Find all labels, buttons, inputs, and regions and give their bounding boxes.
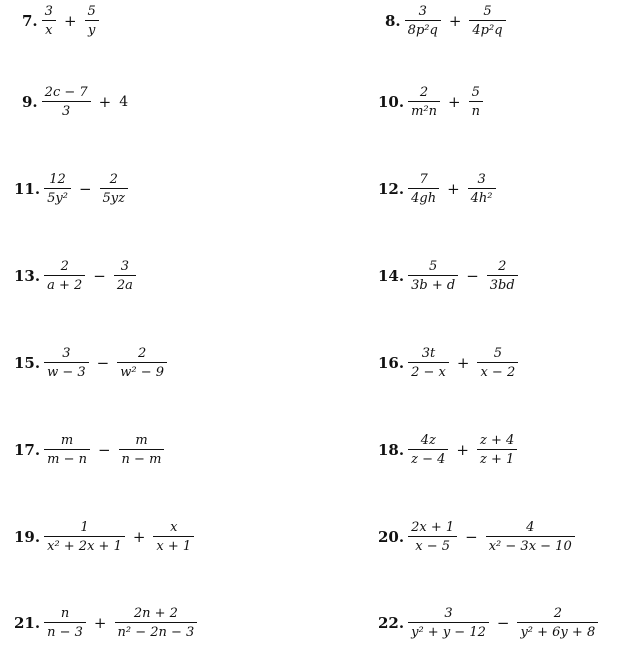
fraction-2: $\frac{2}{3bd}$ <box>487 259 518 293</box>
fraction-2: $\frac{2n + 2}{\text{n² − 2n − 3}}$ <box>115 606 198 640</box>
fraction-2: $\frac{4}{\text{x² − 3x − 10}}$ <box>486 520 575 554</box>
operator: + <box>63 12 77 30</box>
problem-number: 16. <box>378 354 405 372</box>
fraction-2: $\frac{2}{5yz}$ <box>100 172 128 206</box>
problem-12 <box>378 172 496 206</box>
fraction-2: $\frac{z + 4}{z + 1}$ <box>477 433 517 467</box>
operator: − <box>97 441 111 459</box>
problem-number: 13. <box>14 267 41 285</box>
constant-term: 4 <box>119 94 129 110</box>
fraction-2: $\frac{m}{n - m}$ <box>119 433 165 467</box>
fraction-2: $\frac{5}{n}$ <box>469 85 483 119</box>
problem-14 <box>378 259 518 293</box>
fraction-2: $\frac{3}{\text{4h²}}$ <box>468 172 496 206</box>
problem-19 <box>14 520 194 554</box>
problem-number: 9. <box>22 93 38 111</box>
problem-number: 12. <box>378 180 405 198</box>
fraction-1: $\frac{3}{\text{8p²q}}$ <box>405 4 441 38</box>
fraction-1: $\frac{n}{n - 3}$ <box>44 606 86 640</box>
fraction-1: $\frac{2x + 1}{x - 5}$ <box>408 520 457 554</box>
problem-20 <box>378 520 575 554</box>
problem-number: 20. <box>378 528 405 546</box>
fraction-1: $\frac{3}{x}$ <box>42 4 56 38</box>
operator: + <box>456 441 469 459</box>
fraction-2: $\frac{3}{2a}$ <box>114 259 136 293</box>
fraction-1: $\frac{3}{\text{y² + y − 12}}$ <box>408 606 489 640</box>
operator: − <box>96 354 110 372</box>
problem-17 <box>14 433 164 467</box>
fraction-1: $\frac{3}{w - 3}$ <box>44 346 89 380</box>
problem-number: 8. <box>385 12 401 30</box>
problem-number: 7. <box>22 12 38 30</box>
fraction-2: $\frac{5}{x - 2}$ <box>477 346 518 380</box>
problem-8 <box>385 4 506 38</box>
problem-number: 19. <box>14 528 41 546</box>
fraction-2: $\frac{5}{y}$ <box>85 4 99 38</box>
problem-9 <box>22 85 128 119</box>
problem-number: 17. <box>14 441 41 459</box>
fraction-1: $\frac{2c - 7}{3}$ <box>42 85 91 119</box>
fraction-2: $\frac{2}{\text{y² + 6y + 8}}$ <box>517 606 598 640</box>
problem-15 <box>14 346 167 380</box>
fraction-1: $\frac{3t}{2 - x}$ <box>408 346 449 380</box>
problem-number: 11. <box>14 180 41 198</box>
problem-11 <box>14 172 128 206</box>
operator: + <box>98 93 112 111</box>
problem-number: 22. <box>378 614 405 632</box>
operator: − <box>93 267 106 285</box>
problem-22 <box>378 606 598 640</box>
problem-number: 10. <box>378 93 405 111</box>
fraction-1: $\frac{7}{4gh}$ <box>408 172 439 206</box>
fraction-1: $\frac{2}{a + 2}$ <box>44 259 85 293</box>
fraction-2: $\frac{x}{x + 1}$ <box>153 520 194 554</box>
problem-13 <box>14 259 136 293</box>
fraction-1: $\frac{4z}{z - 4}$ <box>408 433 448 467</box>
problem-10 <box>378 85 483 119</box>
operator: + <box>447 180 460 198</box>
fraction-1: $\frac{5}{3b + d}$ <box>408 259 458 293</box>
problem-18 <box>378 433 517 467</box>
problem-7 <box>22 4 99 38</box>
operator: − <box>466 267 479 285</box>
operator: + <box>132 528 146 546</box>
operator: + <box>448 12 462 30</box>
operator: − <box>78 180 92 198</box>
operator: + <box>456 354 470 372</box>
operator: + <box>93 614 107 632</box>
operator: − <box>465 528 478 546</box>
operator: − <box>496 614 510 632</box>
problem-16 <box>378 346 518 380</box>
problem-number: 18. <box>378 441 405 459</box>
problem-21 <box>14 606 197 640</box>
fraction-1: $\frac{2}{\text{m²n}}$ <box>408 85 440 119</box>
fraction-1: $\frac{12}{\text{5y²}}$ <box>44 172 71 206</box>
fraction-2: $\frac{5}{\text{4p²q}}$ <box>469 4 505 38</box>
fraction-1: $\frac{1}{\text{x² + 2x + 1}}$ <box>44 520 125 554</box>
problem-number: 15. <box>14 354 41 372</box>
problem-number: 14. <box>378 267 405 285</box>
problem-number: 21. <box>14 614 41 632</box>
fraction-2: $\frac{2}{\text{w² − 9}}$ <box>117 346 167 380</box>
operator: + <box>448 93 461 111</box>
fraction-1: $\frac{m}{m - n}$ <box>44 433 90 467</box>
